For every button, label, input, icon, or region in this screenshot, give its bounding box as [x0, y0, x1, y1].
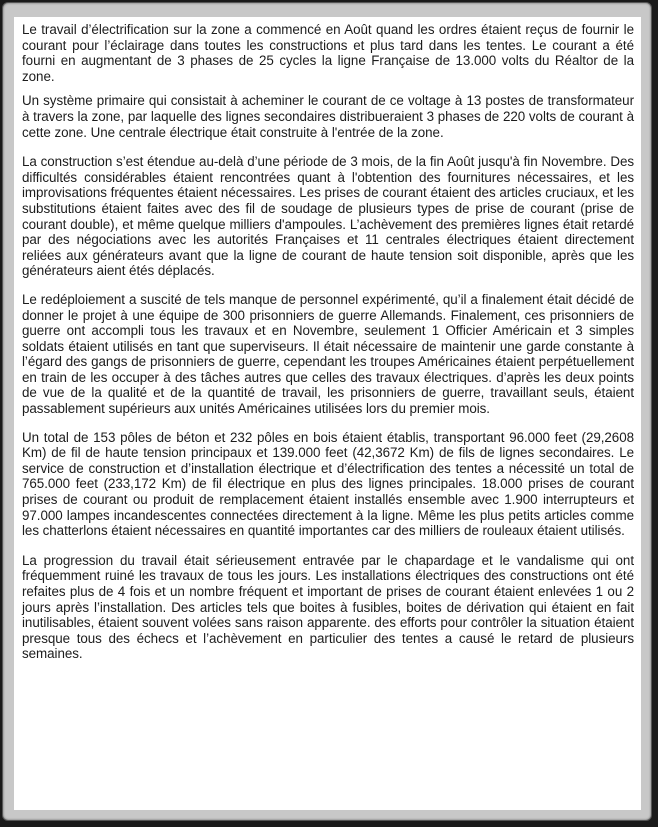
paragraph-electrification-start: Le travail d’électrification sur la zone a commencé en Août quand les ordres étaient reçus de fournir le courant pour l’éclairage dans toutes les constructions et plus tard dans les tentes. Le courant a été fourni en augmentant de 3 phases de 25 cycles la ligne Française de 13.000 volts du Réaltor de la zone. — [22, 22, 634, 84]
paragraph-redeployment: Le redéploiement a suscité de tels manque de personnel expérimenté, qu’il a finalement était décidé de donner le projet à une équipe de 300 prisonniers de guerre Allemands. Finalement, ces prisonniers de guerre ont accompli tous les travaux et en Novembre, seulement 1 Officier Américain et 3 simples soldats étaient utilisés en tant que superviseurs. Il était nécessaire de maintenir une garde constante à l’égard des gangs de prisonniers de guerre, cependant les troupes Américaines étaient perpétuellement en train de les occuper à des tâches autres que celles des travaux électriques. d’après les deux points de vue de la qualité et de la quantité de travail, les prisonniers de guerre, travaillant seuls, étaient passablement supérieurs aux unités Américaines utilisées lors du premier mois. — [22, 291, 634, 417]
paragraph-primary-system: Un système primaire qui consistait à acheminer le courant de ce voltage à 13 postes de transformateur à travers la zone, par laquelle des lignes secondaires distribueraient 3 phases de 220 volts de courant à cette zone. Une centrale électrique était construite à l'entrée de la zone. — [22, 93, 634, 140]
document-frame — [2, 2, 652, 821]
paragraph-construction-period: La construction s’est étendue au-delà d’une période de 3 mois, de la fin Août jusqu'à fin Novembre. Des difficultés considérables étaient rencontrées quant à l'obtention des fournitures nécessaires, et les improvisations fréquentes étaient nécessaires. Les prises de courant étaient des articles cruciaux, et les substitutions étaient faites avec des fil de soudage de plusieurs types de prise de courant (prise de courant double), et même quelque milliers d'ampoules. L’achèvement des premières lignes était retardé par des négociations avec les autorités Françaises et 11 centrales électriques étaient directement reliées aux générateurs avant que la ligne de courant de haute tension soit disponible, après que les générateurs aient étés déplacés. — [22, 154, 634, 279]
paragraph-vandalism: La progression du travail était sérieusement entravée par le chapardage et le vandalisme qui ont fréquemment ruiné les travaux de tous les jours. Les installations électriques des constructions ont été refaites plus de 4 fois et un nombre fréquent et important de prises de courant étaient enlevées 1 ou 2 jours après l’installation. Des articles tels que boites à fusibles, boites de dérivation qui étaient en fait inutilisables, étaient souvent volées sans raison apparente. des efforts pour contrôler la situation étaient presque tous des échecs et l’achèvement en particulier des tentes a causé le retard de plusieurs semaines. — [22, 552, 634, 662]
document-page — [14, 17, 641, 810]
paragraph-materials-totals: Un total de 153 pôles de béton et 232 pôles en bois étaient établis, transportant 96.000 feet (29,2608 Km) de fil de haute tension principaux et 139.000 feet (42,3672 Km) de fils de lignes secondaires. Le service de construction et d’installation électrique et d’électrification des tentes a nécessité un total de 765.000 feet (233,172 Km) de fil électrique en plus des lignes principales. 18.000 prises de courant prises de courant ou produit de remplacement étaient installés ensemble avec 1.900 interrupteurs et 97.000 lampes incandescentes connectées directement à la ligne. Même les plus petits articles comme les chatterlons étaient nécessaires en quantité importantes car des milliers de rouleaux étaient utilisés. — [22, 429, 634, 539]
